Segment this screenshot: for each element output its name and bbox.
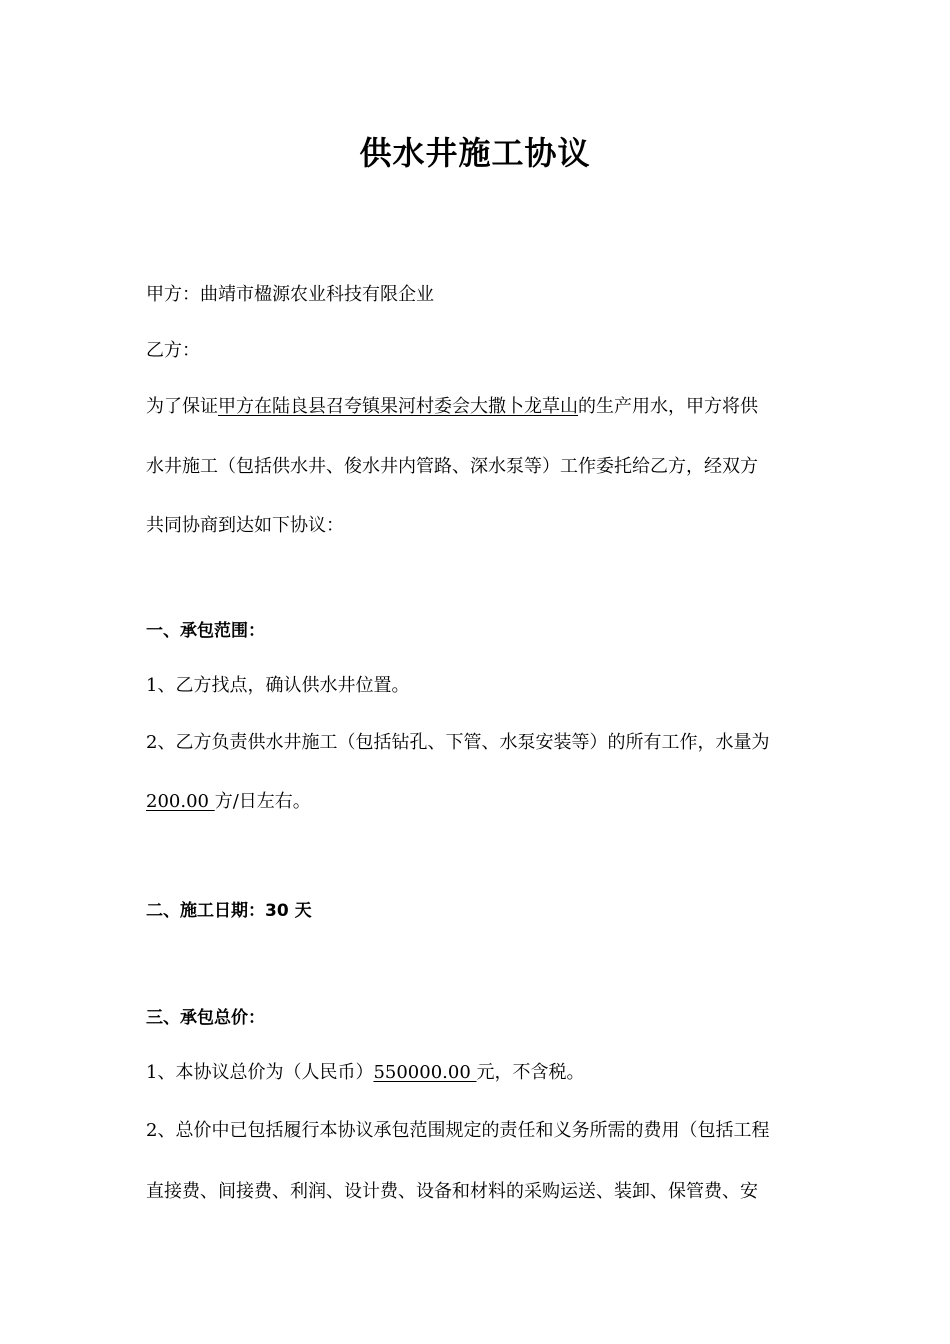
project-location: 甲方在陆良县召夸镇果河村委会大撒卜龙草山 [218, 396, 578, 417]
water-volume-unit: 方/日左右。 [214, 791, 311, 812]
intro-line-2: 水井施工（包括供水井、俊水井内管路、深水泵等）工作委托给乙方，经双方 [146, 456, 758, 477]
document-title: 供水井施工协议 [359, 134, 591, 172]
party-b-label: 乙方： [146, 340, 200, 361]
section-1-item-2: 2、乙方负责供水井施工（包括钻孔、下管、水泵安装等）的所有工作，水量为 [146, 732, 770, 753]
intro-line-3: 共同协商到达如下协议： [146, 515, 344, 536]
section-1-item-2-cont [146, 790, 311, 814]
party-a-label: 甲方： [146, 284, 200, 305]
intro-text-pre: 为了保证 [146, 396, 218, 417]
total-price-pre: 1、本协议总价为（人民币） [146, 1062, 374, 1083]
section-3-heading: 三、承包总价： [146, 1008, 265, 1028]
total-price-post: 元，不含税。 [476, 1062, 585, 1083]
party-a-value: 曲靖市楹源农业科技有限企业 [200, 284, 434, 305]
party-a-line [146, 283, 434, 307]
total-price-value: 550000.00 [373, 1062, 477, 1083]
section-2-heading: 二、施工日期：30 天 [146, 901, 312, 921]
section-1-item-1: 1、乙方找点，确认供水井位置。 [146, 675, 410, 696]
party-b-line [146, 339, 200, 363]
section-1-heading: 一、承包范围： [146, 621, 265, 641]
intro-line-1 [146, 395, 758, 419]
intro-text-post: 的生产用水，甲方将供 [578, 396, 758, 417]
section-3-item-1 [146, 1061, 585, 1085]
section-3-item-2: 2、总价中已包括履行本协议承包范围规定的责任和义务所需的费用（包括工程 [146, 1120, 770, 1141]
section-3-item-2-cont: 直接费、间接费、利润、设计费、设备和材料的采购运送、装卸、保管费、安 [146, 1181, 758, 1202]
water-volume-value: 200.00 [146, 791, 215, 812]
